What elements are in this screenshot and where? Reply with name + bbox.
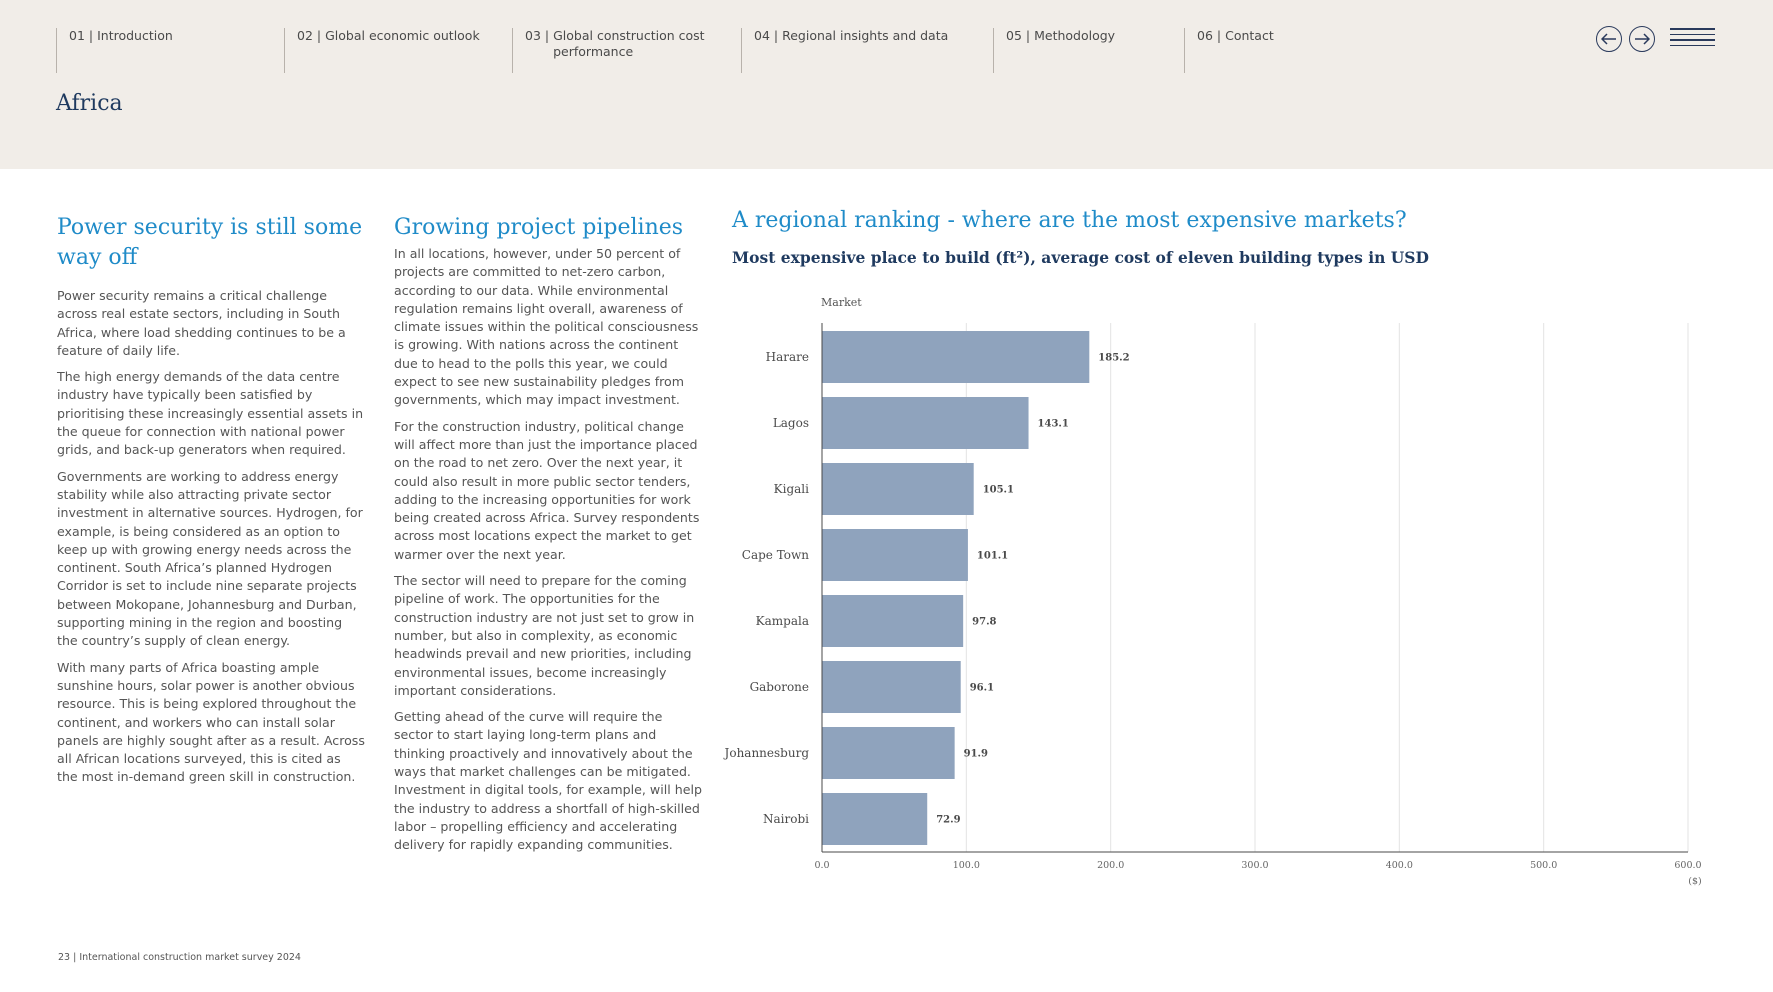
- data-label: 185.2: [1098, 352, 1130, 364]
- bar: [822, 661, 961, 713]
- nav-number: 06 |: [1197, 28, 1222, 43]
- page-title: Africa: [56, 91, 123, 116]
- bar: [822, 331, 1089, 383]
- data-label: 96.1: [969, 682, 995, 694]
- nav-label: Global construction cost performance: [553, 28, 705, 59]
- nav-label: Regional insights and data: [782, 28, 949, 43]
- bar: [822, 463, 974, 515]
- nav-label: Contact: [1225, 28, 1274, 43]
- page-footer: 23 | International construction market survey 2024: [58, 952, 301, 963]
- data-label: 101.1: [976, 550, 1009, 562]
- paragraph: Getting ahead of the curve will require the sector to start laying long-term plans and thinking proactively and innovatively about the ways that market challenges can be mitigated. Investment in digital tools, for example, will help the industry to address a shortfall of high-skilled labor – propelling efficiency and accelerating delivery for rapidly expanding communities.: [394, 709, 702, 853]
- y-axis-label: Market: [821, 296, 862, 309]
- category-label: Gaborone: [749, 680, 809, 694]
- paragraph: The high energy demands of the data centre industry have typically been satisfied by prioritising these increasingly essential assets in the queue for connection with national power grids, and back-up generators when required.: [57, 369, 364, 458]
- data-label: 72.9: [936, 814, 961, 826]
- nav-number: 05 |: [1006, 28, 1031, 43]
- chart-section-title: A regional ranking - where are the most expensive markets?: [732, 208, 1407, 233]
- data-label: 91.9: [963, 748, 989, 760]
- nav-number: 01 |: [69, 28, 94, 43]
- paragraph: Governments are working to address energy stability while also attracting private sector investment in alternative sources. Hydrogen, for example, is being considered as an option to keep up with growing energy needs across the continent. South Africa’s planned Hydrogen Corridor is set to include nine separate projects between Mokopane, Johannesburg and Durban, supporting mining in the region and boosting the country’s supply of clean energy.: [57, 468, 363, 649]
- nav-label: Methodology: [1034, 28, 1116, 43]
- category-label: Nairobi: [763, 812, 809, 826]
- x-axis-label: ($): [1688, 876, 1702, 887]
- paragraph: Power security remains a critical challenge across real estate sectors, including in South Africa, where load shedding continues to be a feature of daily life.: [57, 288, 346, 358]
- x-tick-label: 0.0: [814, 860, 830, 871]
- data-label: 143.1: [1037, 418, 1069, 430]
- x-tick-label: 500.0: [1530, 860, 1558, 871]
- x-tick-label: 600.0: [1674, 860, 1702, 871]
- bar: [822, 793, 927, 845]
- nav-number: 04 |: [754, 28, 779, 43]
- data-label: 97.8: [972, 616, 997, 628]
- paragraph: The sector will need to prepare for the coming pipeline of work. The opportunities for the construction industry are not just set to grow in number, but also in complexity, as economic headwinds prevail and new priorities, including environmental issues, become increasingly important considerations.: [394, 573, 695, 698]
- nav-label: Introduction: [97, 28, 173, 43]
- category-label: Cape Town: [741, 548, 809, 562]
- section-heading: Power security is still some way off: [57, 215, 363, 270]
- bar: [822, 727, 955, 779]
- data-label: 105.1: [982, 484, 1015, 496]
- bar: [822, 595, 963, 647]
- nav-label: Global economic outlook: [325, 28, 480, 43]
- bar: [822, 529, 968, 581]
- paragraph: In all locations, however, under 50 percent of projects are committed to net-zero carbon, according to our data. While environmental regulation remains light overall, awareness of climate issues within the political consciousness is growing. With nations across the continent due to head to the polls this year, we could expect to see new sustainability pledges from governments, which may impact investment.: [394, 246, 699, 408]
- chart-subtitle: Most expensive place to build (ft²), average cost of eleven building types in USD: [732, 248, 1429, 267]
- category-label: Kampala: [755, 614, 809, 628]
- category-label: Johannesburg: [724, 746, 809, 760]
- category-label: Kigali: [773, 482, 809, 496]
- nav-number: 03 |: [525, 28, 550, 43]
- x-tick-label: 100.0: [952, 860, 980, 871]
- category-label: Harare: [765, 350, 809, 364]
- x-tick-label: 300.0: [1241, 860, 1269, 871]
- paragraph: With many parts of Africa boasting ample sunshine hours, solar power is another obvious resource. This is being explored throughout the continent, and workers who can install solar panels are highly sought after as a result. Across all African locations surveyed, this is cited as the most in-demand green skill in construction.: [57, 659, 365, 785]
- paragraph: For the construction industry, political change will affect more than just the importance placed on the road to net zero. Over the next year, it could also result in more public sector tenders, adding to the increasing opportunities for work being created across Africa. Survey respondents across most locations expect the market to get warmer over the next year.: [394, 418, 700, 562]
- section-heading: Growing project pipelines: [394, 215, 684, 240]
- x-tick-label: 200.0: [1097, 860, 1125, 871]
- bar: [822, 397, 1029, 449]
- x-tick-label: 400.0: [1385, 860, 1413, 871]
- nav-number: 02 |: [297, 28, 322, 43]
- category-label: Lagos: [772, 416, 809, 430]
